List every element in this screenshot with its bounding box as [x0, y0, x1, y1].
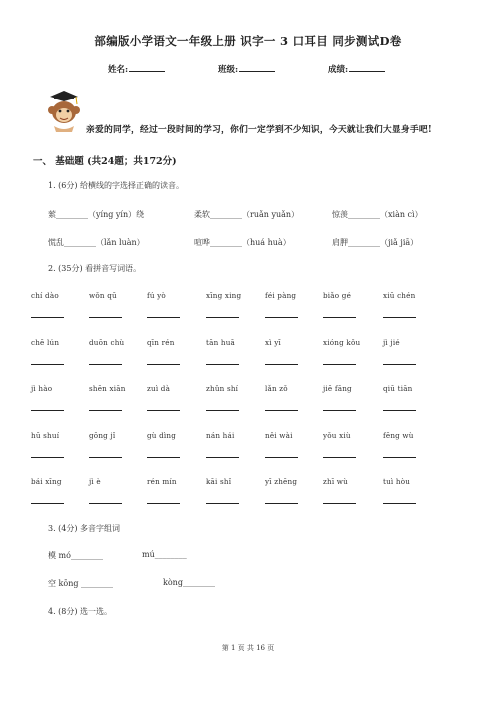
- question-3-heading: 3. (4分) 多音字组词: [48, 524, 121, 533]
- answer-blank[interactable]: [323, 317, 356, 318]
- class-label: 班级:: [218, 65, 239, 75]
- answer-blank[interactable]: [383, 503, 416, 504]
- pinyin-prompt: xióng kǒu: [323, 338, 361, 347]
- q1-item[interactable]: 慌乱________（lǎn luàn）: [48, 238, 145, 247]
- score-label: 成绩:: [328, 65, 349, 75]
- pinyin-prompt: zhī wù: [323, 477, 348, 486]
- name-field[interactable]: [108, 63, 165, 75]
- class-field[interactable]: [218, 63, 275, 75]
- answer-blank[interactable]: [265, 317, 298, 318]
- pinyin-prompt: jiē fāng: [323, 384, 352, 393]
- score-field[interactable]: [328, 63, 385, 75]
- answer-blank[interactable]: [89, 457, 122, 458]
- q1-item[interactable]: 柔软________（ruǎn yuǎn）: [194, 210, 300, 219]
- answer-blank[interactable]: [31, 457, 64, 458]
- answer-blank[interactable]: [323, 364, 356, 365]
- answer-blank[interactable]: [147, 457, 180, 458]
- pinyin-prompt: qiū tiān: [383, 384, 413, 393]
- name-blank[interactable]: [129, 64, 165, 72]
- pinyin-prompt: zuì dà: [147, 384, 171, 393]
- answer-blank[interactable]: [206, 503, 239, 504]
- answer-blank[interactable]: [265, 410, 298, 411]
- pinyin-prompt: biǎo gé: [323, 291, 352, 300]
- answer-blank[interactable]: [323, 457, 356, 458]
- pinyin-prompt: yǒu xiù: [323, 431, 351, 440]
- q3-item[interactable]: 空 kōng ________: [48, 579, 114, 588]
- name-label: 姓名:: [108, 65, 129, 75]
- answer-blank[interactable]: [206, 317, 239, 318]
- pinyin-prompt: nán hái: [206, 431, 235, 440]
- pinyin-prompt: bái xīng: [31, 477, 62, 486]
- question-4-heading: 4. (8分) 选一选。: [48, 607, 113, 616]
- question-1-heading: 1. (6分) 给横线的字选择正确的读音。: [48, 181, 185, 190]
- q1-item[interactable]: 惊羡________（xiàn cì）: [332, 210, 423, 219]
- answer-blank[interactable]: [206, 410, 239, 411]
- answer-blank[interactable]: [147, 410, 180, 411]
- answer-blank[interactable]: [31, 503, 64, 504]
- pinyin-prompt: fēng wù: [383, 431, 414, 440]
- answer-blank[interactable]: [31, 410, 64, 411]
- answer-blank[interactable]: [265, 457, 298, 458]
- pinyin-prompt: wǒn qū: [89, 291, 117, 300]
- pinyin-prompt: chē lún: [31, 338, 60, 347]
- page-footer: 第 1 页 共 16 页: [221, 644, 275, 652]
- q3-item[interactable]: mú________: [142, 550, 187, 559]
- answer-blank[interactable]: [31, 364, 64, 365]
- question-2-heading: 2. (35分) 看拼音写词语。: [48, 264, 142, 273]
- q3-item[interactable]: 模 mó________: [48, 551, 103, 560]
- q1-item[interactable]: 萦________（yíng yín）绕: [48, 210, 145, 219]
- answer-blank[interactable]: [383, 410, 416, 411]
- answer-blank[interactable]: [206, 457, 239, 458]
- answer-blank[interactable]: [383, 457, 416, 458]
- answer-blank[interactable]: [147, 503, 180, 504]
- answer-blank[interactable]: [89, 364, 122, 365]
- pinyin-prompt: qīn rén: [147, 338, 175, 347]
- answer-blank[interactable]: [89, 503, 122, 504]
- pinyin-prompt: jì è: [89, 477, 101, 486]
- encouragement-text: 亲爱的同学，经过一段时间的学习，你们一定学到不少知识，今天就让我们大显身手吧!: [86, 125, 432, 135]
- answer-blank[interactable]: [265, 364, 298, 365]
- pinyin-prompt: xiū chén: [383, 291, 416, 300]
- pinyin-prompt: jì jié: [383, 338, 400, 347]
- answer-blank[interactable]: [89, 317, 122, 318]
- page-title: 部编版小学语文一年级上册 识字一 3 口耳目 同步测试D卷: [94, 34, 402, 48]
- pinyin-prompt: lǎn zǒ: [265, 384, 288, 393]
- pinyin-prompt: jì hào: [31, 384, 53, 393]
- pinyin-prompt: féi pàng: [265, 291, 297, 300]
- pinyin-prompt: gōng jǐ: [89, 431, 116, 440]
- pinyin-prompt: tuì hòu: [383, 477, 411, 486]
- pinyin-prompt: zhǔn shí: [206, 384, 239, 393]
- q1-item[interactable]: 肩胛________（jiǎ jiā）: [332, 238, 419, 247]
- answer-blank[interactable]: [323, 410, 356, 411]
- section-heading: 一、 基础题 (共24题；共172分): [33, 156, 177, 167]
- answer-blank[interactable]: [383, 317, 416, 318]
- answer-blank[interactable]: [383, 364, 416, 365]
- answer-blank[interactable]: [323, 503, 356, 504]
- pinyin-prompt: tān huā: [206, 338, 236, 347]
- pinyin-prompt: hū shuí: [31, 431, 60, 440]
- pinyin-prompt: xīng xing: [206, 291, 242, 300]
- q3-item[interactable]: kòng________: [163, 578, 215, 587]
- q1-item[interactable]: 喧哗________（huá huà）: [194, 238, 291, 247]
- answer-blank[interactable]: [206, 364, 239, 365]
- pinyin-prompt: chí dào: [31, 291, 59, 300]
- answer-blank[interactable]: [265, 503, 298, 504]
- class-blank[interactable]: [239, 64, 275, 72]
- pinyin-prompt: xì yī: [265, 338, 281, 347]
- answer-blank[interactable]: [147, 364, 180, 365]
- answer-blank[interactable]: [31, 317, 64, 318]
- answer-blank[interactable]: [147, 317, 180, 318]
- pinyin-prompt: yī zhēng: [265, 477, 298, 486]
- monkey-mascot-icon: [44, 88, 84, 132]
- score-blank[interactable]: [349, 64, 385, 72]
- answer-blank[interactable]: [89, 410, 122, 411]
- pinyin-prompt: fú yò: [147, 291, 166, 300]
- pinyin-prompt: duōn chù: [89, 338, 125, 347]
- pinyin-prompt: něi wài: [265, 431, 293, 440]
- pinyin-prompt: rén mín: [147, 477, 177, 486]
- pinyin-prompt: shēn xiān: [89, 384, 126, 393]
- pinyin-prompt: gù dìng: [147, 431, 177, 440]
- pinyin-prompt: kāi shǐ: [206, 477, 232, 486]
